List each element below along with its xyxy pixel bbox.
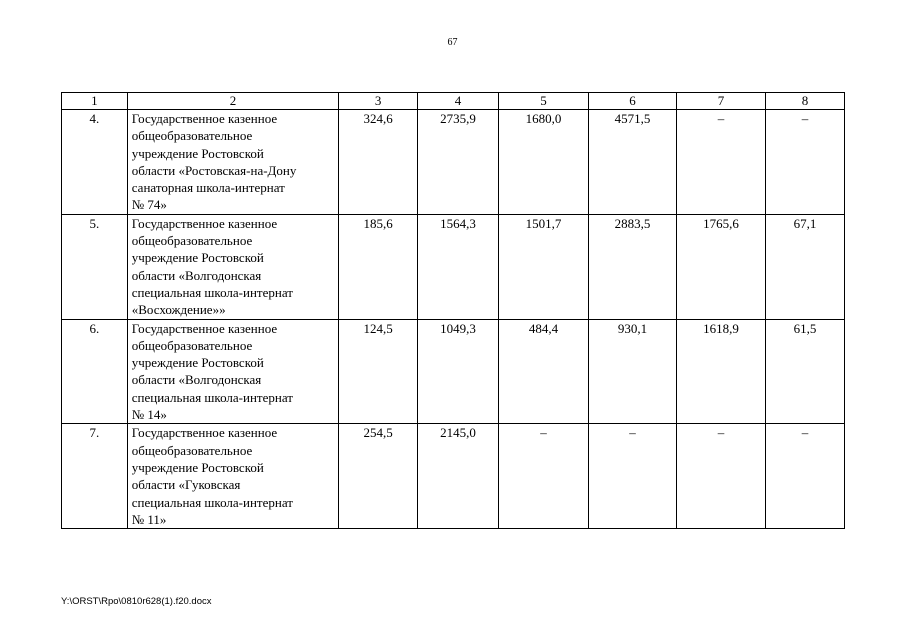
institution-name-line: области «Ростовская-на-Дону bbox=[131, 162, 297, 178]
value-cell-col-4: 1049,3 bbox=[418, 319, 499, 424]
value-cell-col-3: 254,5 bbox=[339, 424, 418, 529]
row-number-cell: 4. bbox=[62, 110, 128, 215]
institution-name-line: № 11» bbox=[131, 511, 167, 527]
value-cell-col-4: 2145,0 bbox=[418, 424, 499, 529]
institution-name-line: № 74» bbox=[131, 197, 167, 213]
institution-name-line: Государственное казенное bbox=[131, 111, 278, 126]
institution-name-line: Государственное казенное bbox=[131, 215, 278, 231]
row-number-cell: 6. bbox=[62, 319, 128, 424]
institution-name-line: учреждение Ростовской bbox=[131, 459, 264, 475]
institution-name-line: области «Волгодонская bbox=[131, 372, 262, 388]
table-header-row bbox=[62, 93, 845, 110]
value-cell-col-3: 185,6 bbox=[339, 214, 418, 319]
institution-name-line: специальная школа-интернат bbox=[131, 284, 293, 300]
row-number-cell: 7. bbox=[62, 424, 128, 529]
header-cell-5: 5 bbox=[499, 93, 589, 110]
institution-name-cell bbox=[127, 110, 338, 215]
footer-file-path: Y:\ORST\Rpo\0810r628(1).f20.docx bbox=[61, 596, 212, 607]
institution-name-line: «Восхождение»» bbox=[131, 302, 226, 318]
value-cell-col-6: 2883,5 bbox=[589, 214, 677, 319]
table-row bbox=[62, 214, 845, 319]
value-cell-col-4: 1564,3 bbox=[418, 214, 499, 319]
value-cell-col-6: 4571,5 bbox=[589, 110, 677, 215]
institution-name-line: Государственное казенное bbox=[131, 425, 278, 441]
value-cell-col-5: 1680,0 bbox=[499, 110, 589, 215]
value-cell-col-7: 1618,9 bbox=[677, 319, 766, 424]
institution-name-line: № 14» bbox=[131, 407, 167, 423]
institution-name-line: учреждение Ростовской bbox=[131, 355, 264, 371]
institution-name-line: специальная школа-интернат bbox=[131, 389, 293, 405]
institution-name-line: учреждение Ростовской bbox=[131, 250, 264, 266]
value-cell-col-8: 61,5 bbox=[766, 319, 845, 424]
header-cell-7: 7 bbox=[677, 93, 766, 110]
institution-name-cell bbox=[127, 319, 338, 424]
institution-name-line: области «Гуковская bbox=[131, 477, 241, 493]
value-cell-col-6: – bbox=[589, 424, 677, 529]
header-cell-2: 2 bbox=[127, 93, 338, 110]
table-row bbox=[62, 110, 845, 215]
table-row bbox=[62, 424, 845, 529]
header-cell-6: 6 bbox=[589, 93, 677, 110]
institution-name-line: Государственное казенное bbox=[131, 320, 278, 336]
value-cell-col-8: 67,1 bbox=[766, 214, 845, 319]
header-cell-1: 1 bbox=[62, 93, 128, 110]
header-cell-4: 4 bbox=[418, 93, 499, 110]
institution-name-cell bbox=[127, 214, 338, 319]
row-number-cell: 5. bbox=[62, 214, 128, 319]
institution-name-line: общеобразовательное bbox=[131, 233, 253, 249]
value-cell-col-8: – bbox=[766, 424, 845, 529]
value-cell-col-5: – bbox=[499, 424, 589, 529]
value-cell-col-4: 2735,9 bbox=[418, 110, 499, 215]
data-table bbox=[61, 92, 845, 529]
value-cell-col-6: 930,1 bbox=[589, 319, 677, 424]
value-cell-col-3: 124,5 bbox=[339, 319, 418, 424]
institution-name-line: общеобразовательное bbox=[131, 337, 253, 353]
value-cell-col-8: – bbox=[766, 110, 845, 215]
institution-name-line: общеобразовательное bbox=[131, 442, 253, 458]
page-number: 67 bbox=[447, 37, 458, 48]
institution-name-line: учреждение Ростовской bbox=[131, 145, 264, 161]
value-cell-col-5: 1501,7 bbox=[499, 214, 589, 319]
institution-name-line: специальная школа-интернат bbox=[131, 494, 293, 510]
institution-name-line: санаторная школа-интернат bbox=[131, 180, 285, 196]
institution-name-line: области «Волгодонская bbox=[131, 267, 262, 283]
table-row bbox=[62, 319, 845, 424]
value-cell-col-7: 1765,6 bbox=[677, 214, 766, 319]
institution-name-line: общеобразовательное bbox=[131, 128, 253, 144]
value-cell-col-5: 484,4 bbox=[499, 319, 589, 424]
value-cell-col-7: – bbox=[677, 424, 766, 529]
institution-name-cell bbox=[127, 424, 338, 529]
value-cell-col-7: – bbox=[677, 110, 766, 215]
header-cell-8: 8 bbox=[766, 93, 845, 110]
header-cell-3: 3 bbox=[339, 93, 418, 110]
value-cell-col-3: 324,6 bbox=[339, 110, 418, 215]
